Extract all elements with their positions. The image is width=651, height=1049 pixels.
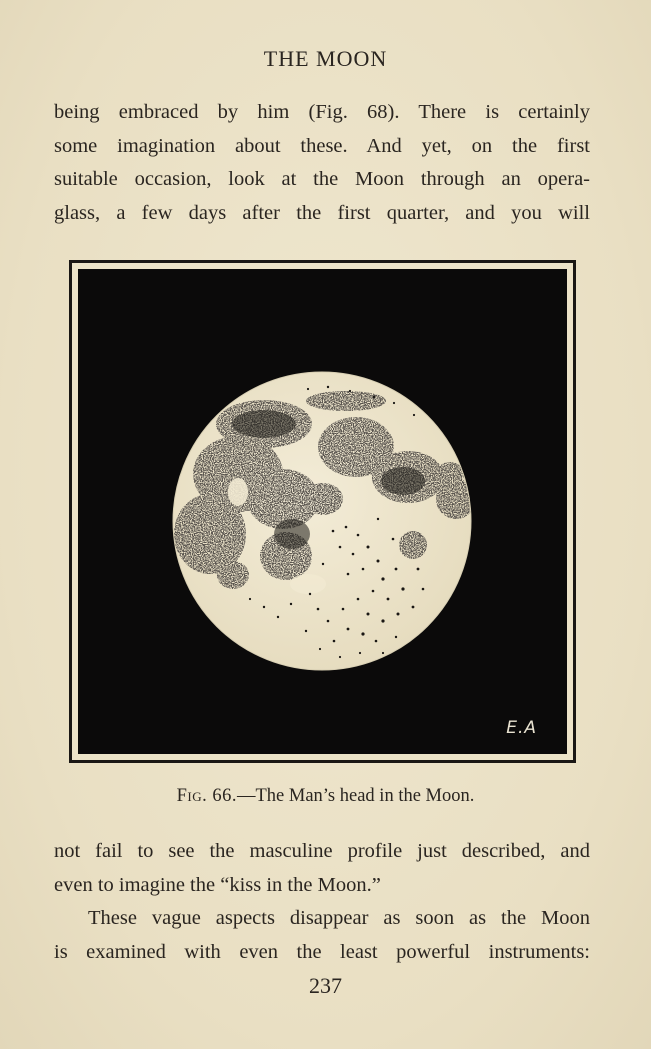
text-line: glass, a few days after the first quarter, and you will: [54, 201, 590, 224]
text-line: suitable occasion, look at the Moon through an opera-: [54, 168, 590, 190]
figure-caption-text: —The Man’s head in the Moon.: [237, 786, 475, 806]
text-line: being embraced by him (Fig. 68). There is certainly: [54, 101, 590, 123]
text-line: is examined with even the least powerful instruments:: [54, 940, 590, 963]
figure-caption: [0, 786, 651, 807]
moon-illustration: [69, 260, 576, 763]
moon-drawing: [78, 269, 567, 754]
paragraph-top: [54, 96, 590, 230]
text-line: not fail to see the masculine profile just described, and: [54, 840, 590, 862]
text-line: some imagination about these. And yet, on the first: [54, 134, 590, 157]
page-number: 237: [309, 973, 342, 998]
figure-label: Fig. 66.: [176, 786, 237, 806]
text-line: even to imagine the “kiss in the Moon.”: [54, 873, 381, 896]
text-line: These vague aspects disappear as soon as the Moon: [88, 907, 590, 929]
paragraph-bottom: [54, 835, 590, 969]
running-head: THE MOON: [263, 46, 388, 71]
illustration-background: [78, 269, 567, 754]
artist-signature: E.A: [506, 718, 537, 738]
